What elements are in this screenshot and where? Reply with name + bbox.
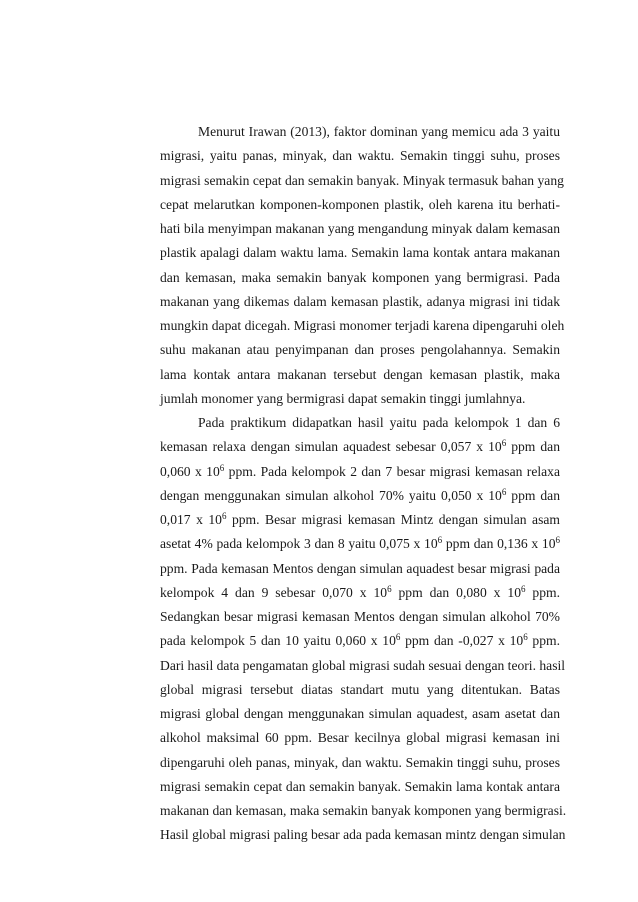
text-line (160, 266, 560, 290)
superscript: 6 (523, 632, 528, 643)
text-run: mungkin dapat dicegah. Migrasi monomer terjadi karena dipengaruhi oleh (160, 318, 565, 333)
text-line (160, 387, 560, 411)
text-line (160, 217, 560, 241)
text-run: migrasi, yaitu panas, minyak, dan waktu. Semakin tinggi suhu, proses (160, 148, 560, 164)
text-run: global migrasi tersebut diatas standart mutu yang ditentukan. Batas (160, 681, 560, 697)
text-line (160, 484, 560, 508)
text-line (160, 144, 560, 168)
text-line (160, 557, 560, 581)
text-line (160, 799, 567, 823)
text-run: ppm dan (506, 439, 561, 455)
superscript: 6 (221, 511, 227, 521)
text-run: makanan yang dikemas dalam kemasan plastik, adanya migrasi ini tidak (160, 293, 560, 309)
text-run: suhu makanan atau penyimpanan dan proses pengolahannya. Semakin (160, 342, 560, 358)
text-line (160, 823, 566, 847)
text-run: 0,060 x 10 (160, 463, 220, 479)
text-line (160, 532, 560, 556)
text-run: dengan menggunakan simulan alkohol 70% yaitu 0,050 x 10 (160, 487, 502, 503)
text-run: plastik apalagi dalam waktu lama. Semakin lama kontak antara makanan (160, 245, 560, 261)
superscript: 6 (395, 632, 401, 643)
superscript: 6 (437, 535, 443, 546)
text-run: Sedangkan besar migrasi kemasan Mentos dengan simulan alkohol 70% (160, 609, 560, 624)
superscript: 6 (501, 438, 507, 449)
text-line (160, 751, 560, 775)
text-line (160, 193, 560, 217)
text-line (160, 241, 560, 265)
paragraph (160, 411, 567, 848)
text-run: Pada praktikum didapatkan hasil yaitu pada kelompok 1 dan 6 (198, 415, 560, 430)
superscript: 6 (219, 462, 225, 473)
text-line (160, 314, 565, 338)
text-line (160, 775, 560, 799)
text-run: Dari hasil data pengamatan global migrasi sudah sesuai dengan teori. hasil (160, 657, 566, 673)
text-line (160, 338, 560, 362)
text-run: kelompok 4 dan 9 sebesar 0,070 x 10 (160, 584, 388, 600)
text-run: makanan dan kemasan, maka semakin banyak komponen yang bermigrasi. (160, 803, 567, 818)
text-run: migrasi global dengan menggunakan simulan aquadest, asam asetat dan (160, 706, 560, 721)
text-line (160, 120, 560, 144)
text-run: ppm. Besar migrasi kemasan Mintz dengan simulan asam (226, 512, 560, 527)
text-line (160, 290, 560, 314)
text-line (160, 605, 560, 629)
text-run: hati bila menyimpan makanan yang mengandung minyak dalam kemasan (160, 221, 560, 236)
text-run: ppm dan (506, 487, 560, 503)
text-run: pada kelompok 5 dan 10 yaitu 0,060 x 10 (160, 633, 396, 649)
text-run: Hasil global migrasi paling besar ada pada kemasan mintz dengan simulan (160, 827, 566, 843)
text-run: alkohol maksimal 60 ppm. Besar kecilnya global migrasi kemasan ini (160, 730, 560, 746)
text-run: jumlah monomer yang bermigrasi dapat semakin tinggi jumlahnya. (160, 390, 526, 406)
text-line (160, 169, 564, 193)
text-run: dipengaruhi oleh panas, minyak, dan waktu. Semakin tinggi suhu, proses (160, 754, 560, 770)
text-run: 0,017 x 10 (160, 512, 222, 527)
text-line (160, 460, 560, 484)
text-line (160, 654, 566, 678)
text-run: ppm. (527, 633, 560, 649)
text-run: kemasan relaxa dengan simulan aquadest sebesar 0,057 x 10 (160, 439, 502, 455)
text-run: ppm dan 0,080 x 10 (391, 584, 521, 600)
text-line (160, 508, 560, 532)
text-run: asetat 4% pada kelompok 3 dan 8 yaitu 0,075 x 10 (160, 536, 438, 552)
text-line (160, 435, 560, 459)
text-run: migrasi semakin cepat dan semakin banyak. Semakin lama kontak antara (160, 778, 560, 794)
body-text (160, 120, 567, 848)
text-line (160, 581, 560, 605)
text-run: ppm dan 0,136 x 10 (442, 536, 556, 552)
text-line (160, 702, 560, 726)
text-run: migrasi semakin cepat dan semakin banyak. Minyak termasuk bahan yang (160, 172, 564, 188)
text-line (160, 629, 560, 653)
text-run: lama kontak antara makanan tersebut dengan kemasan plastik, maka (160, 366, 560, 382)
superscript: 6 (501, 486, 507, 497)
text-line (160, 411, 560, 435)
text-run: ppm. Pada kemasan Mentos dengan simulan aquadest besar migrasi pada (160, 560, 560, 576)
superscript: 6 (387, 583, 392, 594)
text-run: Menurut Irawan (2013), faktor dominan yang memicu ada 3 yaitu (198, 124, 560, 139)
text-line (160, 363, 560, 387)
text-run: ppm dan -0,027 x 10 (400, 633, 524, 649)
text-line (160, 678, 560, 702)
text-line (160, 726, 560, 750)
paragraph (160, 120, 565, 411)
superscript: 6 (555, 535, 560, 546)
text-run: ppm. (525, 584, 560, 600)
superscript: 6 (521, 583, 526, 594)
text-run: dan kemasan, maka semakin banyak komponen yang bermigrasi. Pada (160, 269, 560, 285)
text-run: ppm. Pada kelompok 2 dan 7 besar migrasi kemasan relaxa (224, 463, 560, 479)
text-run: cepat melarutkan komponen-komponen plastik, oleh karena itu berhati- (160, 196, 560, 212)
